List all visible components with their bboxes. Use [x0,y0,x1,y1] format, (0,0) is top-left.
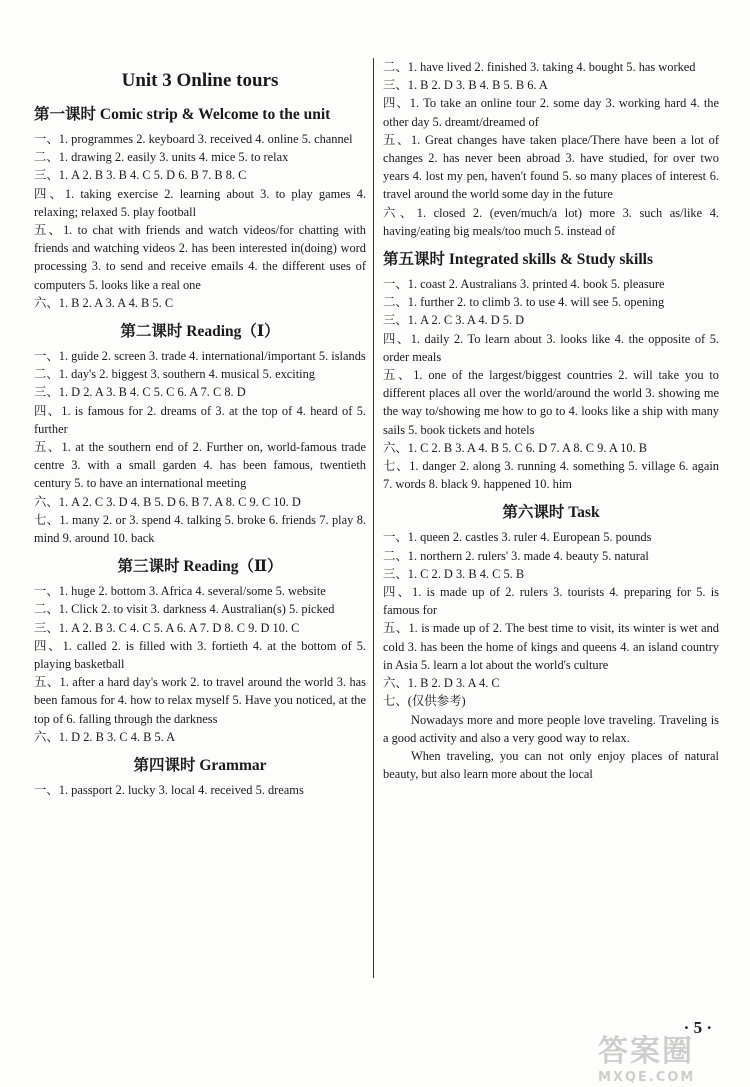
answer-line: 一、1. programmes 2. keyboard 3. received 4. online 5. channel [34,132,353,146]
lesson-title: 第五课时 Integrated skills & Study skills [383,251,654,269]
left-column [34,58,366,799]
answer-line: 一、1. passport 2. lucky 3. local 4. received 5. dreams [34,783,304,798]
answer-line: 六、1. D 2. B 3. C 4. B 5. A [34,729,176,744]
right-continued-items [383,58,719,240]
answer-line: 六、1. B 2. D 3. A 4. C [383,676,500,691]
lesson-title: 第一课时 Comic strip & Welcome to the unit [34,106,331,123]
answer-line: 三、1. A 2. C 3. A 4. D 5. D [383,313,525,328]
answer-line: 一、1. queen 2. castles 3. ruler 4. European 5. pounds [383,530,652,545]
answer-line: 三、1. C 2. D 3. B 4. C 5. B [383,566,525,581]
watermark-url: MXQE.COM [598,1070,696,1085]
answer-line: 七、1. danger 2. along 3. running 4. something 5. village 6. again 7. words 8. black 9. happened 10. him [383,459,719,492]
answer-line: 四、1. daily 2. To learn about 3. looks like 4. the opposite of 5. order meals [383,331,719,364]
answer-line: 四、1. is made up of 2. rulers 3. tourists 4. preparing for 5. is famous for [383,585,719,618]
answer-line: 三、1. B 2. D 3. B 4. B 5. B 6. A [383,78,548,93]
answer-line: 四、1. called 2. is filled with 3. fortieth 4. at the bottom of 5. playing basketball [34,638,366,672]
answer-line: 二、1. have lived 2. finished 3. taking 4. bought 5. has worked [383,60,696,74]
answer-line: 三、1. A 2. B 3. B 4. C 5. D 6. B 7. B 8. C [34,168,247,183]
answer-line: 五、1. after a hard day's work 2. to travel around the world 3. has been famous for 4. how to relax myself 5. Have you noticed, at the top of 6. falling through the darkness [34,675,366,726]
answer-line: 三、1. A 2. B 3. C 4. C 5. A 6. A 7. D 8. C 9. D 10. C [34,620,300,635]
watermark-logo [598,1026,728,1085]
right-sections [383,247,719,783]
answer-line: 二、1. further 2. to climb 3. to use 4. will see 5. opening [383,295,665,310]
answer-line: 五、1. Great changes have taken place/There have been a lot of changes 2. has never been abroad 3. have studied, for over two years 4. lost my pen, haven't found 5. so many places of interest 6. travel around the world some day in the future [383,132,719,202]
lesson-title: 第二课时 Reading（Ⅰ） [120,323,280,341]
answer-line: 六、1. closed 2. (even/much/a lot) more 3. such as/like 4. having/eating big meals/too much 5. instead of [383,205,719,238]
page-number: · 5 · [683,1018,712,1037]
lesson-title: 第四课时 Grammar [133,757,267,775]
answer-line: 六、1. C 2. B 3. A 4. B 5. C 6. D 7. A 8. C 9. A 10. B [383,440,648,455]
watermark-text: 答案圈 [598,1034,694,1069]
answer-line: 五、1. to chat with friends and watch videos/for chatting with friends and watching videos 2. has been interested in(doing) word processing 3. to send and receive emails 4. the different uses of computers 5. looks like a real one [34,223,366,292]
answer-line: 七、1. many 2. or 3. spend 4. talking 5. broke 6. friends 7. play 8. mind 9. around 10. back [34,512,366,546]
answer-line: 四、1. To take an online tour 2. some day 3. working hard 4. the other day 5. dreamt/dreamed of [383,96,719,129]
answer-line: 四、1. taking exercise 2. learning about 3. to play games 4. relaxing; relaxed 5. play football [34,186,366,219]
answer-line: 五、1. is made up of 2. The best time to visit, its winter is wet and cold 3. has been the home of kings and queens 4. an island country in Asia 5. learn a lot about the world's culture [383,621,719,672]
lesson-title: 第六课时 Task [502,504,600,522]
left-sections [34,102,366,799]
answer-line: 六、1. A 2. C 3. D 4. B 5. D 6. B 7. A 8. C 9. C 10. D [34,494,301,509]
answer-line: 二、1. northern 2. rulers' 3. made 4. beauty 5. natural [383,548,649,563]
answer-line: 一、1. coast 2. Australians 3. printed 4. book 5. pleasure [383,277,665,292]
answer-line: 一、1. huge 2. bottom 3. Africa 4. several/some 5. website [34,584,326,599]
answer-line: 七、(仅供参考) [383,694,466,709]
answer-line: 五、1. one of the largest/biggest countries 2. will take you to different places all over the world/around the world 3. showing me the way to/showing me how to go to 4. looks like a ship with many sails 5. book tickets and hotels [383,368,719,437]
essay-paragraph: When traveling, you can not only enjoy places of natural beauty, but also learn more about the local [383,748,719,782]
lesson-title: 第三课时 Reading（Ⅱ） [117,558,283,576]
answer-line: 四、1. is famous for 2. dreams of 3. at the top of 4. heard of 5. further [34,403,366,436]
answer-line: 五、1. at the southern end of 2. Further on, world-famous trade centre 3. with a small garden 4. has been famous, twentieth century 5. to have an international meeting [34,440,366,491]
answer-line: 三、1. D 2. A 3. B 4. C 5. C 6. A 7. C 8. D [34,385,246,400]
answer-line: 二、1. day's 2. biggest 3. southern 4. musical 5. exciting [34,367,315,382]
column-divider [373,58,374,978]
unit-title: Unit 3 Online tours [121,70,279,91]
right-column [383,58,719,783]
essay-paragraph: Nowadays more and more people love traveling. Traveling is a good activity and also a very good way to relax. [383,712,719,745]
answer-line: 一、1. guide 2. screen 3. trade 4. international/important 5. islands [34,349,366,364]
answer-line: 二、1. drawing 2. easily 3. units 4. mice 5. to relax [34,150,289,165]
answer-line: 六、1. B 2. A 3. A 4. B 5. C [34,295,174,310]
answer-line: 二、1. Click 2. to visit 3. darkness 4. Australian(s) 5. picked [34,602,335,617]
